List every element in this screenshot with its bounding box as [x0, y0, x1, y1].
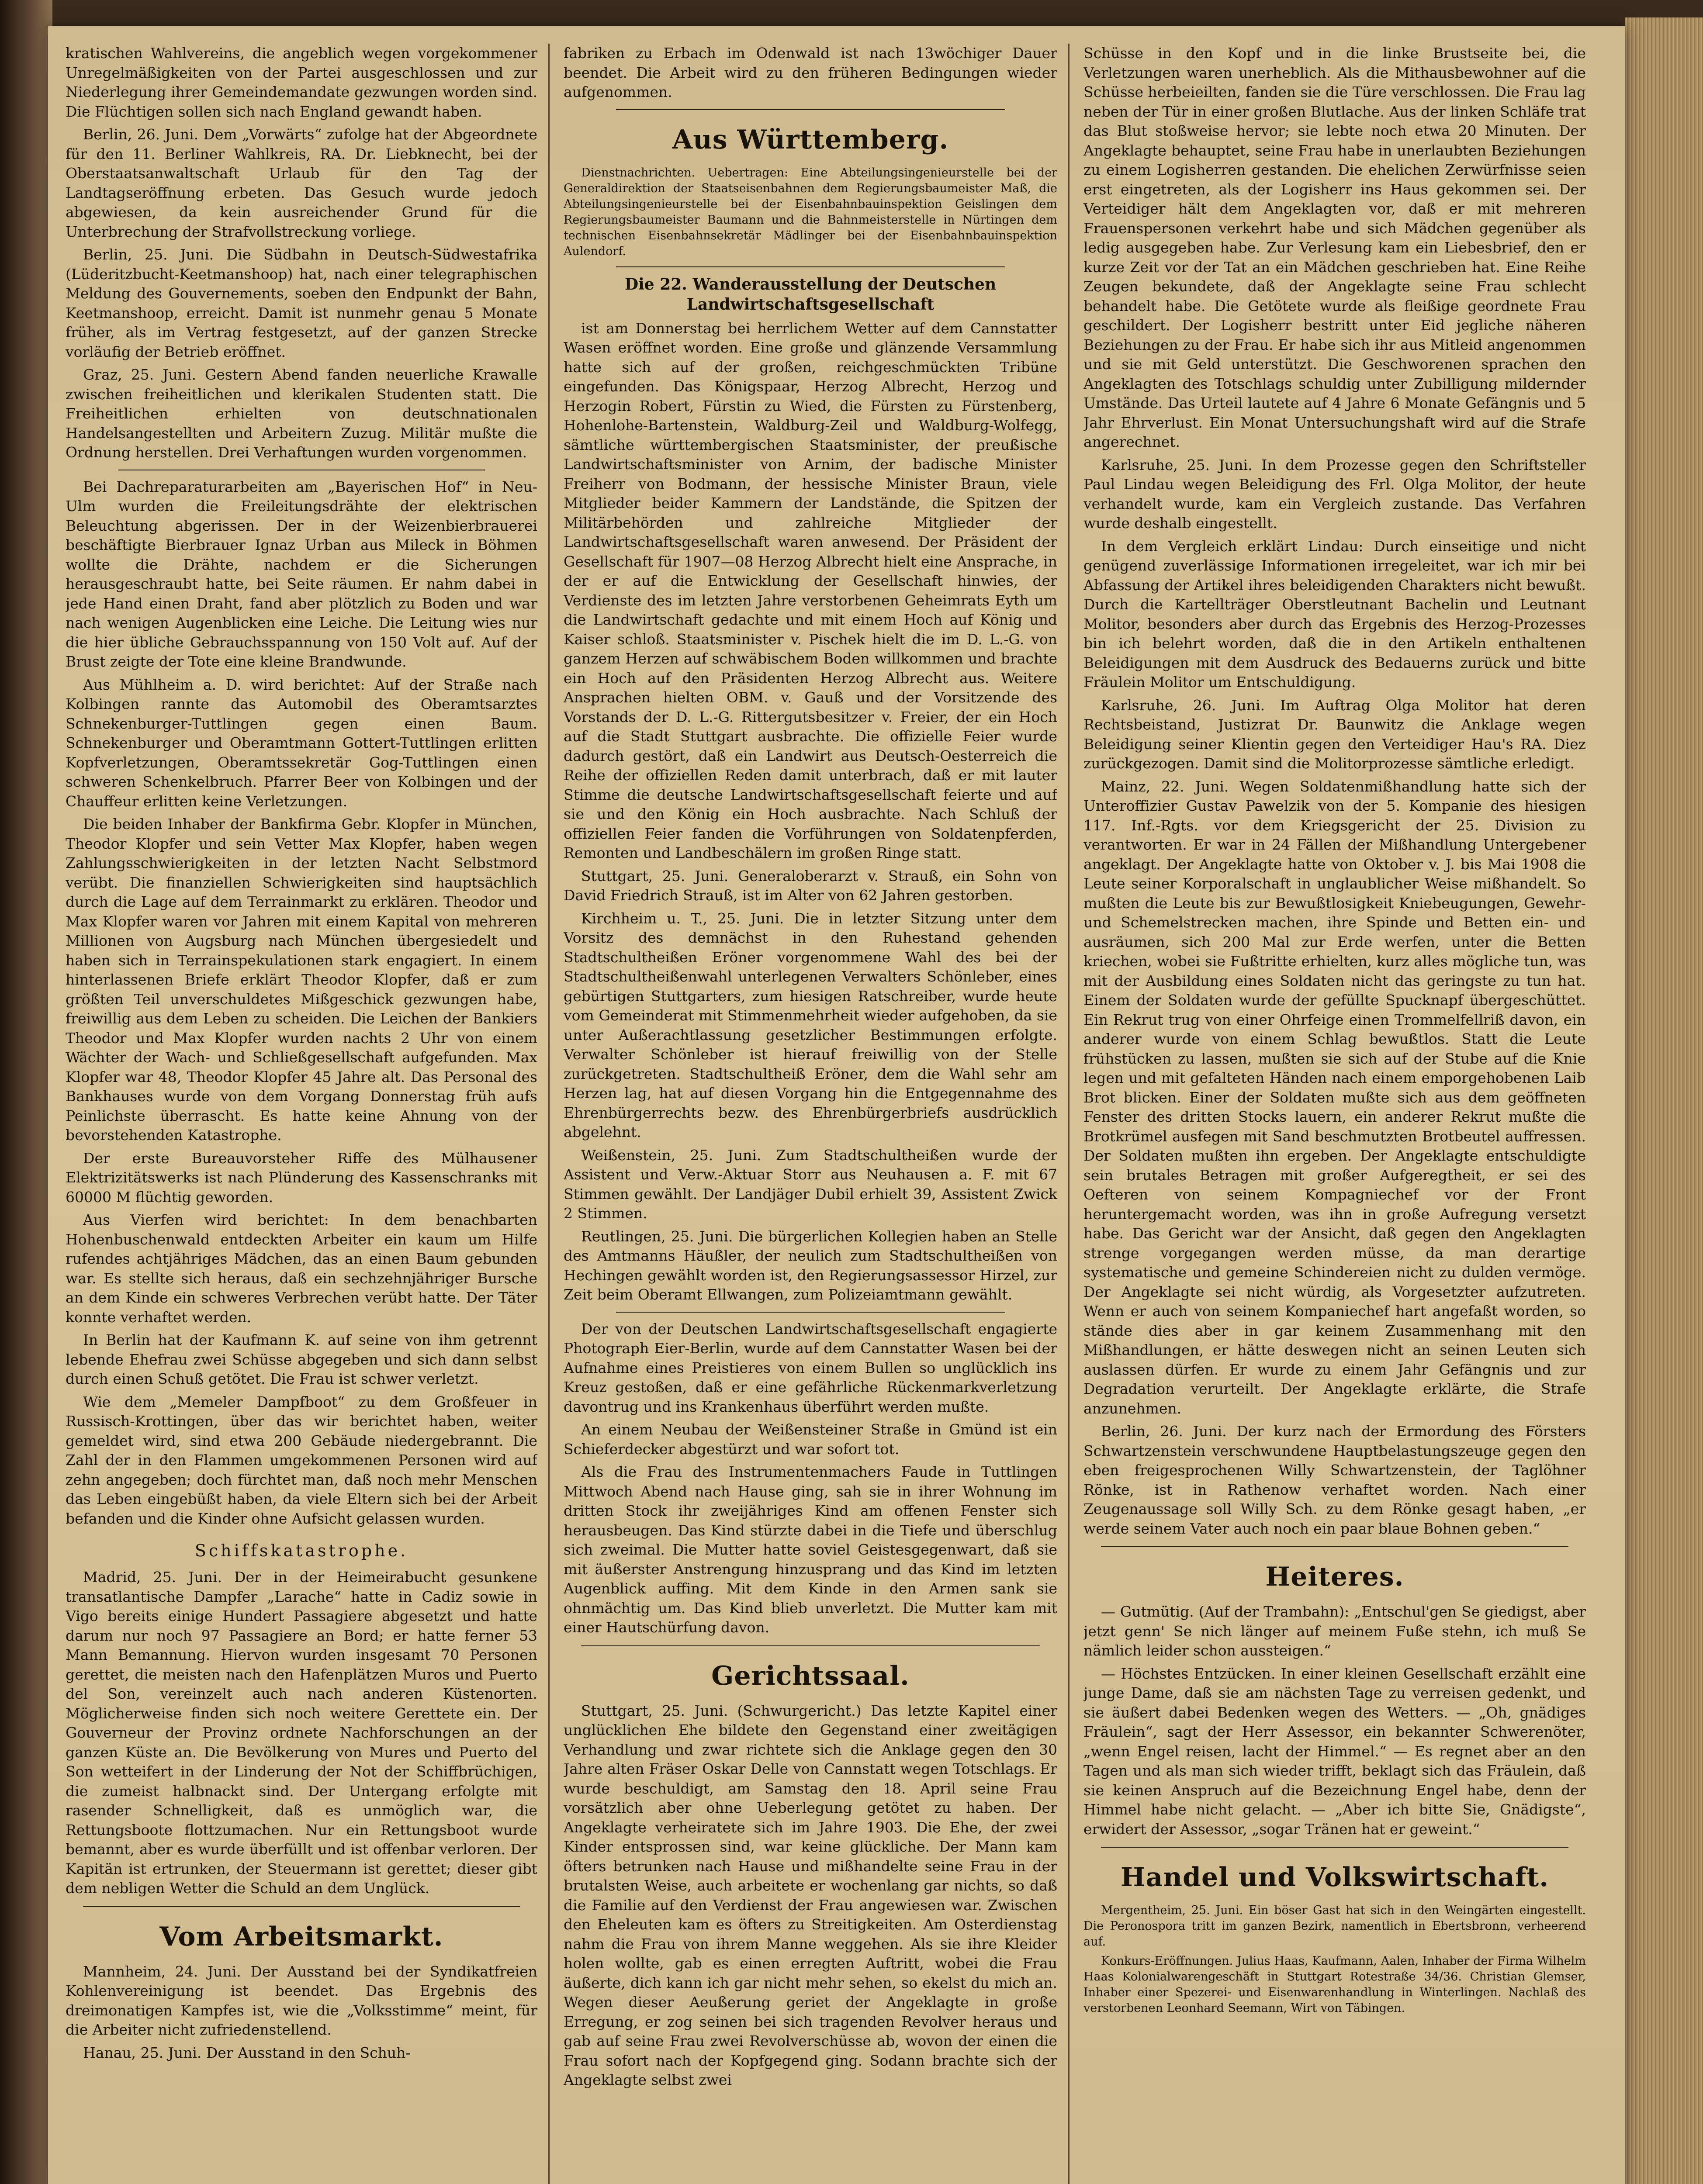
page-edges — [1625, 17, 1703, 2184]
paragraph: Stuttgart, 25. Juni. Generaloberarzt v. Strauß, ein Sohn von David Friedrich Strauß, ist im Alter von 62 Jahren gestorben. — [564, 867, 1057, 904]
paragraph: kratischen Wahlvereins, die angeblich wegen vorgekommener Unregelmäßigkeiten von der Partei ausgeschlossen und zur Niederlegung ihrer Gemeindemandate gezwungen worden sind. Die Flüchtigen sollen sich nach England gewandt haben. — [66, 45, 537, 120]
paragraph: Mainz, 22. Juni. Wegen Soldatenmißhandlung hatte sich der Unteroffizier Gustav Pawelzik von der 5. Kompanie des hiesigen 117. Inf.-Rgts. vor dem Kriegsgericht der 25. Division zu verantworten. Er war in 24 Fällen der Mißhandlung Untergebener angeklagt. Der Angeklagte hatte von Oktober v. J. bis Mai 1908 die Leute seiner Korporalschaft in unglaublicher Weise mißhandelt. So mußten die Leute bis zur Bewußtlosigkeit Kniebeugungen, Gewehr- und Schemelstrecken machen, ihre Spinde und Betten ein- und ausräumen, sich 200 Mal zur Erde werfen, unter die Betten kriechen, wobei sie Fußtritte erhielten, kurz alles mögliche tun, was mit der Ausbildung eines Soldaten nicht das geringste zu tun hat. Einem der Soldaten wurde der gefüllte Spucknapf übergeschüttet. Ein Rekrut trug von einer Ohrfeige einen Trommelfellriß davon, ein anderer wurde von einem Schlag bewußtlos. Statt die Leute frühstücken zu lassen, mußten sie sich auf der Stube auf die Knie legen und mit gefalteten Händen nach einem emporgehobenen Laib Brot blicken. Einer der Soldaten mußte sich aus dem geöffneten Fenster des dritten Stocks lauern, ein anderer Rekrut mußte die Brotkrümel ausfegen mit Sand beschmutzten Brotbeutel auffressen. Der Soldaten mußten ihn ergeben. Der Angeklagte entschuldigte sein brutales Betragen mit großer Aufgeregtheit, er sei des Oefteren von seinem Kompagniechef vor der Front heruntergemacht worden, was ihn in große Aufregung versetzt habe. Das Gericht war der Ansicht, daß gegen den Angeklagten strenge vorgegangen werden müsse, da man derartige systematische und gemeine Schindereien nicht zu dulden vermöge. Der Angeklagte sei nicht würdig, als Vorgesetzter aufzutreten. Wenn er auch von seinem Kompaniechef hart angefaßt worden, so stände dies aber in gar keinem Zusammenhang mit den Mißhandlungen, er hätte deswegen nicht an seinen Leuten sich auslassen dürfen. Er wurde zu einem Jahr Gefängnis und zur Degradation verurteilt. Der Angeklagte erklärte, die Strafe anzunehmen. — [1083, 778, 1586, 1417]
column-2 — [564, 44, 1057, 2184]
section-heading-wuerttemberg: Aus Württemberg. — [672, 124, 949, 155]
paragraph: Der erste Bureauvorsteher Riffe des Mülhausener Elektrizitätswerks ist nach Plünderung des Kassenschranks mit 60000 M flüchtig geworden. — [66, 1149, 537, 1206]
section-heading-handel: Handel und Volkswirtschaft. — [1120, 1862, 1549, 1893]
paragraph: — Gutmütig. (Auf der Trambahn): „Entschul'gen Se giedigst, aber jetzt genn' Se nich länger auf meinem Fuße stehn, ich muß Se nämlich leider schon aussteigen.“ — [1083, 1603, 1586, 1659]
paragraph: Reutlingen, 25. Juni. Die bürgerlichen Kollegien haben an Stelle des Amtmanns Häußler, der neulich zum Stadtschultheißen von Hechingen gewählt worden ist, den Regierungsassessor Hirzel, zur Zeit beim Oberamt Ellwangen, zum Polizeiamtmann gewählt. — [564, 1227, 1057, 1303]
paragraph: Aus Vierfen wird berichtet: In dem benachbarten Hohenbuschenwald entdeckten Arbeiter ein kaum um Hilfe rufendes achtjähriges Mädchen, das an einen Baum gebunden war. Es stellte sich heraus, daß ein sechzehnjähriger Bursche an dem Kinde ein schweres Verbrechen verübt hatte. Der Täter konnte verhaftet werden. — [66, 1211, 537, 1326]
paragraph: Madrid, 25. Juni. Der in der Heimeirabucht gesunkene transatlantische Dampfer „Larache“ hatte in Cadiz sowie in Vigo bereits einige Hundert Passagiere abgesetzt und hatte darum nur noch 97 Passagiere an Bord; er hatte ferner 53 Mann Bemannung. Hiervon wurden insgesamt 70 Personen gerettet, die meisten nach den Hafenplätzen Muros und Puerto del Son, vereinzelt auch nach anderen Küstenorten. Möglicherweise finden sich noch weitere Gerettete ein. Der Gouverneur der Provinz ordnete Nachforschungen an der ganzen Küste an. Die Bevölkerung von Mures und Puerto del Son wetteifert in der Linderung der Not der Schiffbrüchigen, die zumeist halbnackt sind. Der Untergang erfolgte mit rasender Schnelligkeit, daß es unmöglich war, die Rettungsboote flottzumachen. Nur ein Rettungsboot wurde bemannt, aber es wurde überfüllt und ist offenbar verloren. Der Kapitän ist ertrunken, der Steuermann ist gerettet; dieser gibt dem nebligen Wetter die Schuld an dem Unglück. — [66, 1569, 537, 1897]
paragraph: Karlsruhe, 26. Juni. Im Auftrag Olga Molitor hat deren Rechtsbeistand, Justizrat Dr. Baunwitz die Anklage wegen Beleidigung seiner Klientin gegen den Verteidiger Hau's RA. Diez zurückgezogen. Damit sind die Molitorprozesse sämtliche erledigt. — [1083, 696, 1586, 772]
paragraph: Berlin, 26. Juni. Dem „Vorwärts“ zufolge hat der Abgeordnete für den 11. Berliner Wahlkreis, RA. Dr. Liebknecht, bei der Oberstaatsanwaltschaft Urlaub für den Tag der Landtagseröffnung erbeten. Das Gesuch wurde jedoch abgewiesen, da kein ausreichender Grund für die Unterbrechung der Strafvollstreckung vorliege. — [66, 126, 537, 240]
paragraph: Bei Dachreparaturarbeiten am „Bayerischen Hof“ in Neu-Ulm wurden die Freileitungsdrähte der elektrischen Beleuchtung abgerissen. Der in der Weizenbierbrauerei beschäftigte Bierbrauer Ignaz Urban aus Mileck in Böhmen wollte die Drähte, nachdem er die Sicherungen herausgeschraubt hatte, bei Seite räumen. Er nahm dabei in jede Hand einen Draht, fand aber plötzlich zu Boden und war nach wenigen Augenblicken eine Leiche. Die Leitung wies nur die hier übliche Gebrauchsspannung von 150 Volt auf. Auf der Brust zeigte der Tote eine kleine Brandwunde. — [66, 478, 537, 670]
book-spine — [0, 0, 52, 2184]
column-3 — [1083, 44, 1586, 2184]
paragraph: Wie dem „Memeler Dampfboot“ zu dem Großfeuer in Russisch-Krottingen, über das wir berichtet haben, weiter gemeldet wird, sind etwa 200 Gebäude niedergebrannt. Die Zahl der in den Flammen umgekommenen Personen wird auf zehn angegeben; doch fürchtet man, daß noch mehr Menschen das Leben eingebüßt haben, da viele Eltern sich bei der Arbeit befanden und die Kinder ohne Aufsicht gelassen wurden. — [66, 1393, 537, 1527]
paragraph: Weißenstein, 25. Juni. Zum Stadtschultheißen wurde der Assistent und Verw.-Aktuar Storr aus Neuhausen a. F. mit 67 Stimmen gewählt. Der Landjäger Dubil erhielt 39, Assistent Zwick 2 Stimmen. — [564, 1146, 1057, 1222]
paragraph: ist am Donnerstag bei herrlichem Wetter auf dem Cannstatter Wasen eröffnet worden. Eine große und glänzende Versammlung hatte sich auf der großen, reichgeschmückten Tribüne eingefunden. Das Königspaar, Herzog Albrecht, Herzog und Herzogin Robert, Fürstin zu Wied, die Fürsten zu Fürstenberg, Hohenlohe-Bartenstein, Waldburg-Zeil und Waldburg-Wolfegg, sämtliche württembergischen Staatsminister, der preußische Landwirtschaftsminister von Arnim, der badische Minister Freiherr von Bodmann, der hessische Minister Braun, viele Mitglieder beider Kammern der Landstände, die Spitzen der Militärbehörden und zahlreiche Mitglieder der Landwirtschaftsgesellschaft waren anwesend. Der Präsident der Gesellschaft für 1907—08 Herzog Albrecht hielt eine Ansprache, in der er auf die Entwicklung der Gesellschaft hinwies, der Verdienste des im letzten Jahre verstorbenen Geheimrats Eyth um die Landwirtschaft gedachte und mit einem Hoch auf König und Kaiser schloß. Staatsminister v. Pischek hielt die im D. L.-G. von ganzem Herzen auf schwäbischem Boden willkommen und brachte ein Hoch auf den Präsidenten Herzog Albrecht aus. Weitere Ansprachen hielten OBM. v. Gauß und der Vorsitzende des Vorstands der D. L.-G. Rittergutsbesitzer v. Freier, der ein Hoch auf die Stadt Stuttgart ausbrachte. Die offizielle Feier wurde dadurch gestört, daß ein Landwirt aus Deutsch-Oesterreich die Reihe der offiziellen Reden damit unterbrach, daß er mit lauter Stimme die deutsche Landwirtschaftsgesellschaft feierte und auf sie und den König ein Hoch ausbrachte. Nach Schluß der offiziellen Feier fanden die Vorführungen von Soldatenpferden, Remonten und Landbeschälern im großen Ringe statt. — [564, 319, 1057, 861]
divider — [616, 1312, 1005, 1313]
section-heading-schiff: Schiffskatastrophe. — [194, 1541, 408, 1560]
paragraph: Die beiden Inhaber der Bankfirma Gebr. Klopfer in München, Theodor Klopfer und sein Vetter Max Klopfer, haben wegen Zahlungsschwierigkeiten in der letzten Nacht Selbstmord verübt. Die finanziellen Schwierigkeiten sind hauptsächlich durch die Lage auf dem Terrainmarkt zu erklären. Theodor und Max Klopfer waren vor Jahren mit einem Kapital von mehreren Millionen von Augsburg nach München übergesiedelt und haben sich in Terrainspekulationen stark engagiert. In einem hinterlassenen Briefe erklärt Theodor Klopfer, daß er zum größten Teil unverschuldetes Mißgeschick gezwungen habe, freiwillig aus dem Leben zu scheiden. Die Leichen der Bankiers Theodor und Max Klopfer wurden nachts 2 Uhr von einem Wächter der Wach- und Schließgesellschaft aufgefunden. Max Klopfer war 48, Theodor Klopfer 45 Jahre alt. Das Personal des Bankhauses wurde von dem Vorgang Donnerstag früh aufs Peinlichste überrascht. Es hatte keine Ahnung von der bevorstehenden Katastrophe. — [66, 816, 537, 1144]
paragraph: Stuttgart, 25. Juni. (Schwurgericht.) Das letzte Kapitel einer unglücklichen Ehe bildete den Gegenstand einer zweitägigen Verhandlung und zwar richtete sich die Anklage gegen den 30 Jahre alten Fräser Oskar Delle von Cannstatt wegen Totschlags. Er wurde beschuldigt, am Samstag den 18. April seine Frau vorsätzlich aber ohne Ueberlegung getötet zu haben. Der Angeklagte verheiratete sich im Jahre 1903. Die Ehe, der zwei Kinder entsprossen sind, war keine glückliche. Der Mann kam öfters betrunken nach Hause und mißhandelte seine Frau in der brutalsten Weise, auch arbeitete er wochenlang gar nichts, so daß die Familie auf den Verdienst der Frau angewiesen war. Zwischen den Eheleuten kam es öfters zu Streitigkeiten. Am Osterdienstag nahm die Frau von ihrem Manne weggehen. Als sie ihre Kleider holen wollte, gab es einen erregten Auftritt, wobei die Frau äußerte, dich kann ich gar nicht mehr sehen, so ekelst du mich an. Wegen dieser Aeußerung geriet der Angeklagte in große Erregung, er zog seinen bei sich tragenden Revolver heraus und gab auf seine Frau zwei Revolverschüsse ab, wovon der einen die Frau sofort nach der Kopfgegend ging. Sodann brachte sich der Angeklagte selbst zwei — [564, 1702, 1057, 2088]
paragraph: Berlin, 26. Juni. Der kurz nach der Ermordung des Försters Schwartzenstein verschwundene Hauptbelastungszeuge gegen den eben freigesprochenen Willy Schwartzenstein, der Taglöhner Rönke, ist in Rathenow verhaftet worden. Nach einer Zeugenaussage soll Willy Sch. zu dem Rönke gesagt haben, „er werde seinem Vater auch noch ein paar blaue Bohnen geben.“ — [1083, 1423, 1586, 1537]
paragraph: fabriken zu Erbach im Odenwald ist nach 13wöchiger Dauer beendet. Die Arbeit wird zu den früheren Bedingungen wieder aufgenommen. — [564, 45, 1057, 100]
paragraph: Schüsse in den Kopf und in die linke Brustseite bei, die Verletzungen waren unerheblich. Als die Mithausbewohner auf die Schüsse herbeieilten, fanden sie die Türe verschlossen. Die Frau lag neben der Tür in einer großen Blutlache. Aus der linken Schläfe trat das Blut stoßweise hervor; sie lebte noch etwa 20 Minuten. Der Angeklagte behauptet, seine Frau habe in unerlaubten Beziehungen zu einem Logisherren gestanden. Die ehelichen Zerwürfnisse seien erst eingetreten, als der Logisherr ins Haus gekommen sei. Der Verteidiger hält dem Angeklagten vor, daß er mit mehreren Frauenspersonen verkehrt habe und sich Mädchen gegenüber als ledig ausgegeben habe. Zur Verlesung kam ein Liebesbrief, den er kurze Zeit vor der Tat an ein Mädchen geschrieben hat. Eine Reihe Zeugen bekundete, daß der Angeklagte seine Frau schlecht behandelt habe. Die Getötete wurde als fleißige geordnete Frau geschildert. Der Logisherr bestritt unter Eid jegliche näheren Beziehungen zu der Frau. Er habe sich ihr aus Mitleid angenommen und sie mit Geld unterstützt. Die Geschworenen sprachen den Angeklagten des Totschlags schuldig unter Zubilligung mildernder Umstände. Das Urteil lautete auf 4 Jahre 6 Monate Gefängnis und 5 Jahr Ehrverlust. Ein Monat Untersuchungshaft wird auf die Strafe angerechnet. — [1083, 45, 1586, 450]
paragraph: Graz, 25. Juni. Gestern Abend fanden neuerliche Krawalle zwischen freiheitlichen und klerikalen Studenten statt. Die Freiheitlichen erhielten von deutschnationalen Handelsangestellten und Arbeitern Zuzug. Militär mußte die Ordnung herstellen. Drei Verhaftungen wurden vorgenommen. — [66, 366, 537, 461]
paragraph: Aus Mühlheim a. D. wird berichtet: Auf der Straße nach Kolbingen rannte das Automobil des Oberamtsarztes Schnekenburger-Tuttlingen gegen einen Baum. Schnekenburger und Oberamtmann Gottert-Tuttlingen erlitten Kopfverletzungen, Oberamtssekretär Gog-Tuttlingen einen schweren Schenkelbruch. Pfarrer Beer von Kolbingen und der Chauffeur erlitten keine Verletzungen. — [66, 676, 537, 810]
paragraph: Kirchheim u. T., 25. Juni. Die in letzter Sitzung unter dem Vorsitz des demnächst in den Ruhestand gehenden Stadtschultheißen Eröner vorgenommene Wahl des bei der Stadtschultheißenwahl unterlegenen Verwalters Schönleber, eines gebürtigen Stuttgarters, zum hiesigen Ratschreiber, wurde heute vom Gemeinderat mit Stimmenmehrheit wieder aufgehoben, da sie unter Außerachtlassung gesetzlicher Bestimmungen erfolgte. Verwalter Schönleber ist hierauf freiwillig von der Stelle zurückgetreten. Stadtschultheiß Eröner, dem die Wahl sehr am Herzen lag, hat auf diesen Vorgang hin die Entgegennahme des Ehrenbürgerrechts bezw. des Ehrenbürgerbriefs ausdrücklich abgelehnt. — [564, 909, 1057, 1140]
article-title: Die 22. Wanderausstellung der Deutschen Landwirtschaftsgesellschaft — [624, 275, 997, 314]
paragraph: Als die Frau des Instrumentenmachers Faude in Tuttlingen Mittwoch Abend nach Hause ging, sah sie in ihrer Wohnung im dritten Stock ihr zweijähriges Kind am offenen Fenster sich herausbeugen. Das Kind stürzte dabei in die Tiefe und überschlug sich zweimal. Die Mutter hatte soviel Geistesgegenwart, daß sie mit äußerster Anstrengung hinzusprang und das Kind im letzten Augenblick auffing. Mit dem Kinde in den Armen sank sie ohnmächtig um. Das Kind blieb unverletzt. Die Mutter kam mit einer Hautschürfung davon. — [564, 1463, 1057, 1636]
divider — [1101, 1546, 1568, 1547]
paragraph: In Berlin hat der Kaufmann K. auf seine von ihm getrennt lebende Ehefrau zwei Schüsse abgegeben und sich dann selbst durch einen Schuß getötet. Die Frau ist schwer verletzt. — [66, 1331, 537, 1387]
paragraph: Mannheim, 24. Juni. Der Ausstand bei der Syndikatfreien Kohlenvereinigung ist beendet. Das Ergebnis des dreimonatigen Kampfes ist, wie die „Volksstimme“ meint, für die Arbeiter nicht zufriedenstellend. — [66, 1963, 537, 2038]
paragraph: An einem Neubau der Weißensteiner Straße in Gmünd ist ein Schieferdecker abgestürzt und war sofort tot. — [564, 1421, 1057, 1458]
column-1 — [66, 44, 537, 2184]
newspaper-page — [48, 26, 1625, 2184]
paragraph: Karlsruhe, 25. Juni. In dem Prozesse gegen den Schriftsteller Paul Lindau wegen Beleidigung des Frl. Olga Molitor, der heute verhandelt wurde, kam ein Vergleich zustande. Das Verfahren wurde deshalb eingestellt. — [1083, 456, 1586, 532]
divider — [83, 1906, 520, 1907]
section-heading-arbeitsmarkt: Vom Arbeitsmarkt. — [159, 1921, 443, 1952]
divider — [616, 266, 1005, 267]
divider — [616, 109, 1005, 110]
paragraph: Konkurs-Eröffnungen. Julius Haas, Kaufmann, Aalen, Inhaber der Firma Wilhelm Haas Kolonialwarengeschäft in Stuttgart Rotestraße 34/36. Christian Glemser, Inhaber einer Spezerei- und Eisenwarenhandlung in Winterlingen. Nachlaß des verstorbenen Leonhard Seemann, Wirt von Täbingen. — [1083, 1954, 1586, 2015]
paragraph: Berlin, 25. Juni. Die Südbahn in Deutsch-Südwestafrika (Lüderitzbucht-Keetmanshoop) hat, nach einer telegraphischen Meldung des Gouvernements, soeben den Endpunkt der Bahn, Keetmanshoop, erreicht. Damit ist nunmehr genau 5 Monate früher, als im Vertrag festgesetzt, auf der ganzen Strecke vorläufig der Betrieb eröffnet. — [66, 246, 537, 360]
paragraph: Mergentheim, 25. Juni. Ein böser Gast hat sich in den Weingärten eingestellt. Die Peronospora tritt im ganzen Bezirk, namentlich in Ebertsbronn, verheerend auf. — [1083, 1904, 1586, 1949]
column-rule — [1068, 44, 1070, 2184]
divider — [1101, 1847, 1568, 1848]
paragraph: — Höchstes Entzücken. In einer kleinen Gesellschaft erzählt eine junge Dame, daß sie am nächsten Tage zu verreisen gedenkt, und sie äußert dabei Bedenken wegen des Wetters. — „Oh, gnädiges Fräulein“, sagt der Herr Assessor, ein bekannter Schwerenöter, „wenn Engel reisen, lacht der Himmel.“ — Es regnet aber an den Tagen und als man sich wieder trifft, beklagt sich das Fräulein, daß sie keinen Anspruch auf die Bezeichnung Engel habe, denn der Himmel habe nicht gelacht. — „Aber ich bitte Sie, Gnädigste“, erwidert der Assessor, „sogar Tränen hat er geweint.“ — [1083, 1665, 1586, 1838]
paragraph: In dem Vergleich erklärt Lindau: Durch einseitige und nicht genügend zuverlässige Informationen irregeleitet, war ich mir bei Abfassung der Artikel ihres beleidigenden Charakters nicht bewußt. Durch die Kartellträger Oberstleutnant Bachelin und Leutnant Molitor, besonders aber durch das Ergebnis des Herzog-Prozesses bin ich belehrt worden, daß die in den Artikeln enthaltenen Beleidigungen mit dem Ausdruck des Bedauerns zurück und bitte Fräulein Molitor um Entschuldigung. — [1083, 537, 1586, 691]
column-rule — [548, 44, 550, 2184]
section-heading-gerichtssaal: Gerichtssaal. — [711, 1660, 910, 1691]
paragraph-dienstnachrichten: Dienstnachrichten. Uebertragen: Eine Abteilungsingenieurstelle bei der Generaldirektion der Staatseisenbahnen dem Regierungsbaumeister Maß, die Abteilungsingenieurstelle bei der Eisenbahnbauinspektion Geislingen dem Regierungsbaumeister Baumann und die Bahnmeisterstelle in Nürtingen dem technischen Eisenbahnsekretär Mädlinger bei der Eisenbahnbauinspektion Aulendorf. — [564, 166, 1057, 258]
paragraph: Der von der Deutschen Landwirtschaftsgesellschaft engagierte Photograph Eier-Berlin, wurde auf dem Cannstatter Wasen bei der Aufnahme eines Preistieres von einem Bullen so unglücklich ins Kreuz gestoßen, daß er eine gefährliche Rückenmarkverletzung davontrug und ins Krankenhaus überführt werden mußte. — [564, 1320, 1057, 1415]
section-heading-heiteres: Heiteres. — [1265, 1562, 1404, 1592]
paragraph: Hanau, 25. Juni. Der Ausstand in den Schuh- — [83, 2044, 411, 2061]
divider — [581, 1645, 1040, 1646]
